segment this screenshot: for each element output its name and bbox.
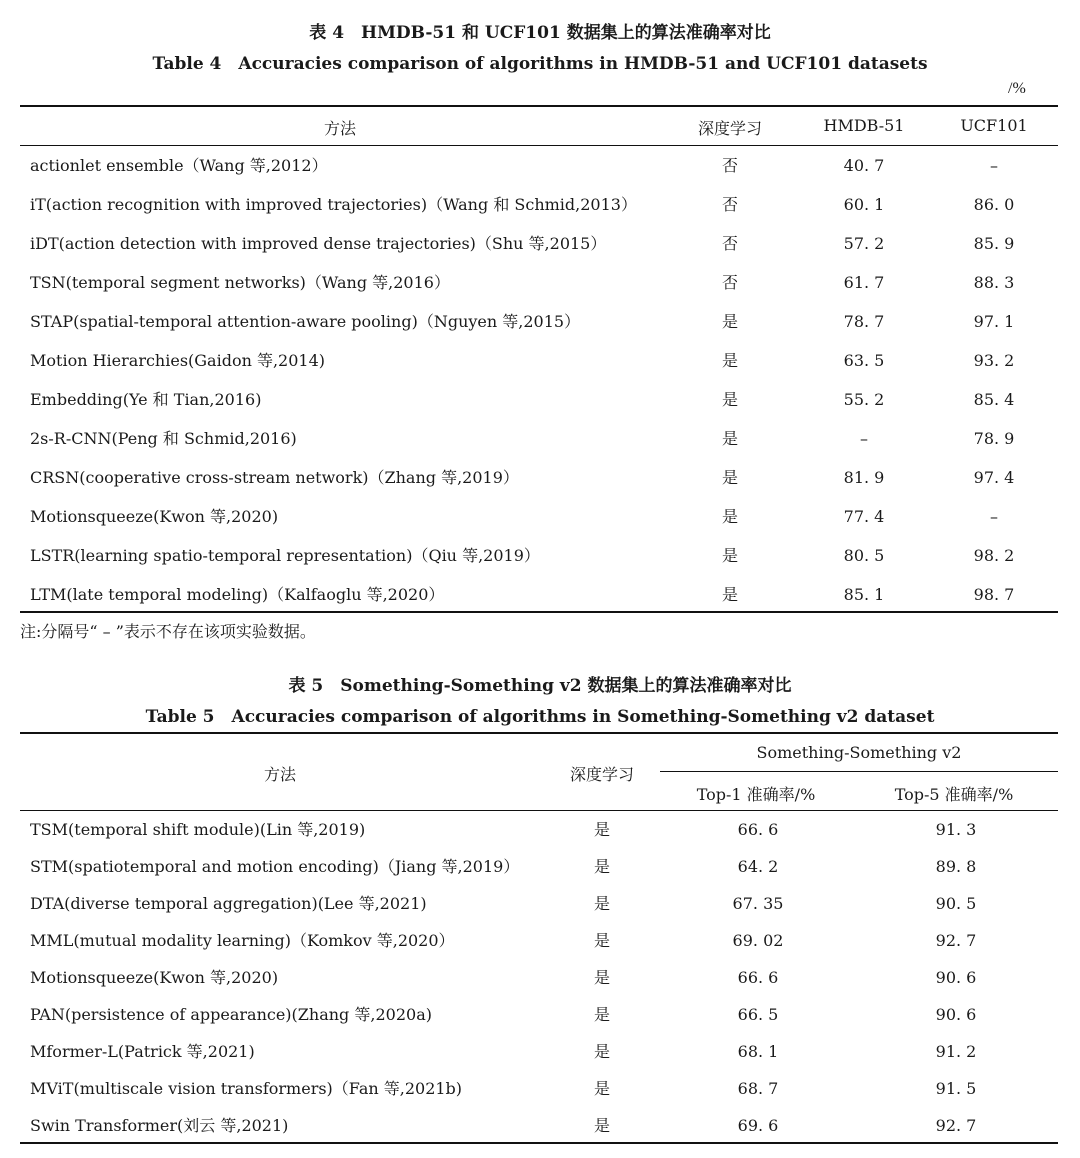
table4-bottom-rule	[20, 611, 1058, 613]
deep-learning-cell: 是	[593, 820, 610, 839]
table-row	[20, 1033, 1058, 1070]
method-cell: iT(action recognition with improved trajectories)（Wang 和 Schmid,2013）	[30, 195, 637, 214]
deep-learning-cell: 否	[721, 156, 738, 175]
method-cell: LTM(late temporal modeling)（Kalfaoglu 等,2020）	[30, 585, 445, 604]
top1-cell: 66. 6	[737, 968, 779, 987]
method-cell: Motion Hierarchies(Gaidon 等,2014)	[30, 351, 326, 370]
table-row	[20, 811, 1058, 848]
ucf-cell: 86. 0	[973, 195, 1015, 214]
table-row	[20, 536, 1058, 575]
table5-caption-en: Table 5 Accuracies comparison of algorithms in Something-Something v2 dataset	[145, 707, 935, 727]
method-cell: iDT(action detection with improved dense trajectories)（Shu 等,2015）	[30, 234, 607, 253]
ucf-cell: 88. 3	[973, 273, 1015, 292]
ucf-cell: –	[990, 156, 998, 175]
table5-top-rule	[20, 732, 1058, 734]
table-row	[20, 959, 1058, 996]
top1-cell: 64. 2	[737, 857, 779, 876]
table5-group-rule	[660, 771, 1058, 772]
method-cell: MViT(multiscale vision transformers)（Fan 等,2021b)	[30, 1079, 463, 1098]
deep-learning-cell: 是	[593, 894, 610, 913]
table4-header-method: 方法	[323, 119, 356, 138]
method-cell: STAP(spatial-temporal attention-aware pooling)（Nguyen 等,2015）	[30, 312, 581, 331]
hmdb-cell: 85. 1	[843, 585, 885, 604]
table-row	[20, 848, 1058, 885]
deep-learning-cell: 是	[721, 351, 738, 370]
method-cell: Motionsqueeze(Kwon 等,2020)	[30, 507, 279, 526]
table4-caption-cn: 表 4 HMDB-51 和 UCF101 数据集上的算法准确率对比	[309, 23, 771, 43]
top5-cell: 92. 7	[935, 1116, 977, 1135]
table4-header-deep: 深度学习	[697, 119, 762, 138]
table5-header-top5: Top-5 准确率/%	[894, 785, 1014, 804]
method-cell: 2s-R-CNN(Peng 和 Schmid,2016)	[30, 429, 297, 448]
ucf-cell: 98. 2	[973, 546, 1015, 565]
hmdb-cell: –	[860, 429, 868, 448]
ucf-cell: 97. 1	[973, 312, 1015, 331]
table-row	[20, 224, 1058, 263]
hmdb-cell: 80. 5	[843, 546, 885, 565]
ucf-cell: 97. 4	[973, 468, 1015, 487]
ucf-cell: 93. 2	[973, 351, 1015, 370]
method-cell: TSN(temporal segment networks)（Wang 等,2016）	[30, 273, 450, 292]
table4-top-rule	[20, 105, 1058, 107]
table-row	[20, 341, 1058, 380]
table-row	[20, 497, 1058, 536]
top1-cell: 66. 6	[737, 820, 779, 839]
hmdb-cell: 60. 1	[843, 195, 885, 214]
ucf-cell: 85. 9	[973, 234, 1015, 253]
table-row	[20, 1107, 1058, 1144]
table4-unit: /%	[1008, 80, 1026, 97]
deep-learning-cell: 是	[721, 390, 738, 409]
hmdb-cell: 57. 2	[843, 234, 885, 253]
table4-header-ucf: UCF101	[960, 116, 1028, 135]
method-cell: TSM(temporal shift module)(Lin 等,2019)	[30, 820, 366, 839]
deep-learning-cell: 是	[721, 312, 738, 331]
hmdb-cell: 78. 7	[843, 312, 885, 331]
top1-cell: 66. 5	[737, 1005, 779, 1024]
table-row	[20, 575, 1058, 614]
deep-learning-cell: 否	[721, 195, 738, 214]
deep-learning-cell: 否	[721, 234, 738, 253]
table5-header-method: 方法	[263, 765, 296, 784]
ucf-cell: 85. 4	[973, 390, 1015, 409]
deep-learning-cell: 是	[721, 429, 738, 448]
table-row	[20, 302, 1058, 341]
hmdb-cell: 55. 2	[843, 390, 885, 409]
table-row	[20, 1070, 1058, 1107]
method-cell: STM(spatiotemporal and motion encoding)（Jiang 等,2019）	[30, 857, 520, 876]
table5-header-deep: 深度学习	[569, 765, 634, 784]
top1-cell: 68. 1	[737, 1042, 779, 1061]
table5-header-group: Something-Something v2	[756, 743, 962, 762]
method-cell: Motionsqueeze(Kwon 等,2020)	[30, 968, 279, 987]
top5-cell: 91. 5	[935, 1079, 977, 1098]
deep-learning-cell: 是	[721, 468, 738, 487]
table-row	[20, 419, 1058, 458]
top1-cell: 69. 02	[732, 931, 784, 950]
top5-cell: 90. 6	[935, 968, 977, 987]
deep-learning-cell: 否	[721, 273, 738, 292]
table4-caption-en: Table 4 Accuracies comparison of algorithms in HMDB-51 and UCF101 datasets	[152, 54, 928, 74]
method-cell: CRSN(cooperative cross-stream network)（Zhang 等,2019）	[30, 468, 519, 487]
top5-cell: 91. 3	[935, 820, 977, 839]
method-cell: Embedding(Ye 和 Tian,2016)	[30, 390, 262, 409]
hmdb-cell: 61. 7	[843, 273, 885, 292]
deep-learning-cell: 是	[593, 968, 610, 987]
ucf-cell: 78. 9	[973, 429, 1015, 448]
table5-caption-cn: 表 5 Something-Something v2 数据集上的算法准确率对比	[288, 676, 792, 696]
deep-learning-cell: 是	[593, 931, 610, 950]
table-row	[20, 146, 1058, 185]
top5-cell: 91. 2	[935, 1042, 977, 1061]
method-cell: LSTR(learning spatio-temporal representation)（Qiu 等,2019）	[30, 546, 540, 565]
hmdb-cell: 77. 4	[843, 507, 885, 526]
top1-cell: 68. 7	[737, 1079, 779, 1098]
top1-cell: 67. 35	[732, 894, 784, 913]
hmdb-cell: 81. 9	[843, 468, 885, 487]
ucf-cell: –	[990, 507, 998, 526]
table-row	[20, 885, 1058, 922]
table-row	[20, 922, 1058, 959]
table-row	[20, 458, 1058, 497]
top1-cell: 69. 6	[737, 1116, 779, 1135]
table4-header-hmdb: HMDB-51	[823, 116, 905, 135]
method-cell: Mformer-L(Patrick 等,2021)	[30, 1042, 255, 1061]
deep-learning-cell: 是	[721, 507, 738, 526]
ucf-cell: 98. 7	[973, 585, 1015, 604]
table-row	[20, 263, 1058, 302]
top5-cell: 90. 6	[935, 1005, 977, 1024]
table4-note: 注:分隔号“ – ”表示不存在该项实验数据。	[20, 622, 316, 641]
deep-learning-cell: 是	[593, 1005, 610, 1024]
deep-learning-cell: 是	[593, 1079, 610, 1098]
method-cell: Swin Transformer(刘云 等,2021)	[30, 1116, 289, 1135]
hmdb-cell: 40. 7	[843, 156, 885, 175]
method-cell: DTA(diverse temporal aggregation)(Lee 等,2021)	[30, 894, 427, 913]
method-cell: actionlet ensemble（Wang 等,2012）	[30, 156, 328, 175]
top5-cell: 89. 8	[935, 857, 977, 876]
deep-learning-cell: 是	[593, 1116, 610, 1135]
deep-learning-cell: 是	[593, 1042, 610, 1061]
table5-bottom-rule	[20, 1142, 1058, 1144]
deep-learning-cell: 是	[721, 585, 738, 604]
table-row	[20, 185, 1058, 224]
method-cell: PAN(persistence of appearance)(Zhang 等,2020a)	[30, 1005, 432, 1024]
table-row	[20, 380, 1058, 419]
table-row	[20, 996, 1058, 1033]
hmdb-cell: 63. 5	[843, 351, 885, 370]
top5-cell: 92. 7	[935, 931, 977, 950]
method-cell: MML(mutual modality learning)（Komkov 等,2020）	[30, 931, 455, 950]
deep-learning-cell: 是	[721, 546, 738, 565]
deep-learning-cell: 是	[593, 857, 610, 876]
table5-header-top1: Top-1 准确率/%	[696, 785, 816, 804]
top5-cell: 90. 5	[935, 894, 977, 913]
